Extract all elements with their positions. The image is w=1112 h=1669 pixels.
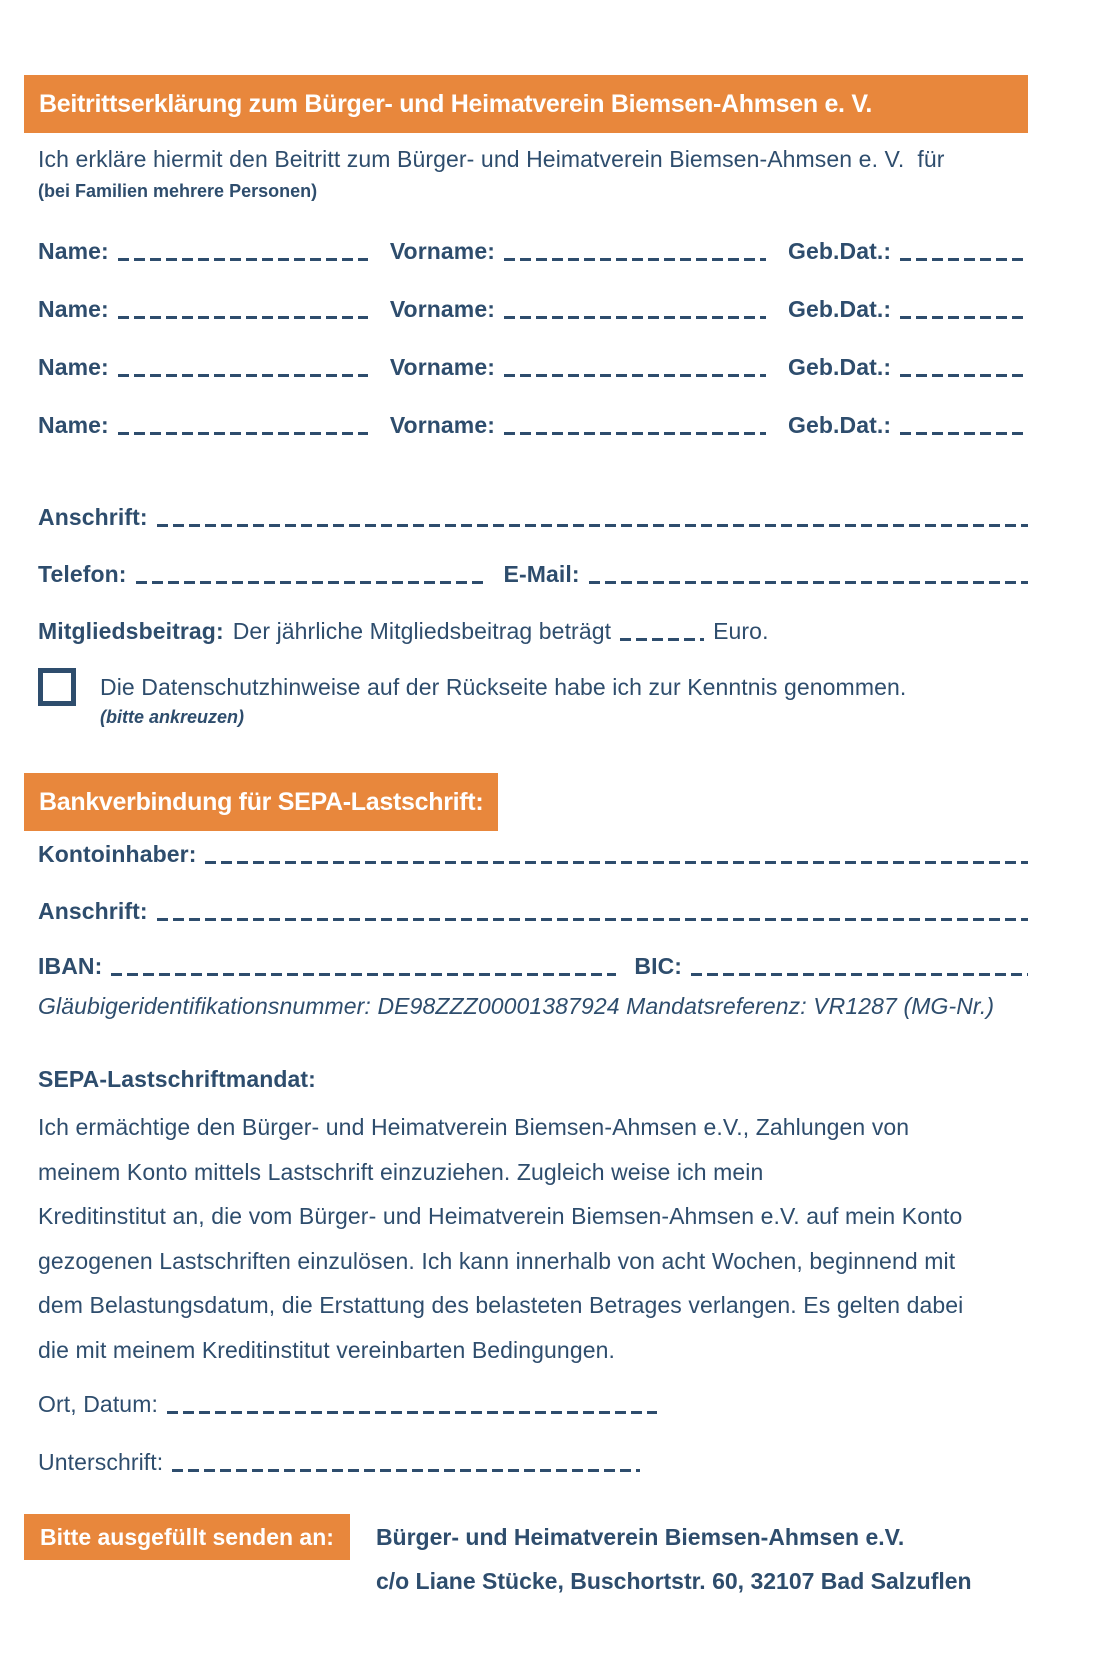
send-to-badge: Bitte ausgefüllt senden an: [24, 1514, 350, 1560]
vorname-label: Vorname: [389, 238, 495, 264]
member-row-1 [38, 238, 1028, 266]
intro-statement: Ich erkläre hiermit den Beitritt zum Bürger- und Heimatverein Biemsen-Ahmsen e. V. für [38, 146, 945, 172]
vorname-field-line[interactable] [504, 258, 766, 261]
form-title: Beitrittserklärung zum Bürger- und Heimatverein Biemsen-Ahmsen e. V. [39, 90, 873, 118]
mandate-line: gezogenen Lastschriften einzulösen. Ich kann innerhalb von acht Wochen, beginnend mit [38, 1247, 956, 1274]
gebdat-field-line[interactable] [900, 432, 1028, 435]
address-row [38, 504, 1028, 531]
creditor-id-value: DE98ZZZ00001387924 [377, 993, 620, 1019]
name-field-line[interactable] [118, 374, 368, 377]
iban-label: IBAN: [38, 953, 103, 979]
creditor-id-line [38, 993, 994, 1020]
bic-field-line[interactable] [691, 973, 1028, 976]
place-date-row [38, 1391, 1028, 1418]
name-label: Name: [38, 296, 109, 322]
anschrift-label: Anschrift: [38, 504, 148, 530]
mandate-ref-value: VR1287 (MG-Nr.) [813, 993, 995, 1019]
fee-text-before: Der jährliche Mitgliedsbeitrag beträgt [232, 618, 612, 644]
member-row-2 [38, 296, 1028, 324]
vorname-field-line[interactable] [504, 374, 766, 377]
kontoinhaber-field-line[interactable] [205, 861, 1028, 864]
fee-text-after: Euro. [713, 618, 769, 644]
intro-family-note: (bei Familien mehrere Personen) [38, 181, 318, 201]
account-holder-row [38, 841, 1028, 868]
mandate-ref-label: Mandatsreferenz: [626, 993, 807, 1019]
privacy-statement: Die Datenschutzhinweise auf der Rückseite habe ich zur Kenntnis genommen. [100, 674, 907, 700]
privacy-texts [100, 666, 906, 728]
bank-section-title: Bankverbindung für SEPA-Lastschrift: [39, 788, 484, 816]
vorname-field-line[interactable] [504, 432, 766, 435]
vorname-field-line[interactable] [504, 316, 766, 319]
mandate-line: Ich ermächtige den Bürger- und Heimatverein Biemsen-Ahmsen e.V., Zahlungen von [38, 1114, 910, 1140]
kontoinhaber-label: Kontoinhaber: [38, 841, 197, 867]
name-field-line[interactable] [118, 316, 368, 319]
gebdat-label: Geb.Dat.: [788, 412, 892, 438]
vorname-label: Vorname: [389, 354, 495, 380]
privacy-block [38, 666, 1028, 728]
bank-section-bar [24, 773, 498, 831]
mandate-line: dem Belastungsdatum, die Erstattung des belasteten Betrages verlangen. Es gelten dabei [38, 1292, 964, 1318]
form-title-bar [24, 75, 1028, 133]
bank-anschrift-field-line[interactable] [157, 918, 1028, 921]
bic-label: BIC: [634, 953, 683, 979]
name-field-line[interactable] [118, 432, 368, 435]
name-label: Name: [38, 412, 109, 438]
unterschrift-label: Unterschrift: [38, 1449, 164, 1475]
signature-row [38, 1449, 1028, 1476]
footer-send-block [24, 1514, 1088, 1603]
anschrift-field-line[interactable] [157, 524, 1028, 527]
iban-bic-row [38, 953, 1028, 980]
recipient-street: c/o Liane Stücke, Buschortstr. 60, 32107 Bad Salzuflen [375, 1568, 972, 1594]
name-label: Name: [38, 238, 109, 264]
gebdat-label: Geb.Dat.: [788, 296, 892, 322]
mandate-line: meinem Konto mittels Lastschrift einzuziehen. Zugleich weise ich mein [38, 1158, 764, 1185]
fee-row [38, 618, 1028, 645]
mandate-line: Kreditinstitut an, die vom Bürger- und Heimatverein Biemsen-Ahmsen e.V. auf mein Konto [38, 1203, 963, 1229]
member-row-4 [38, 412, 1028, 440]
bank-address-row [38, 898, 1028, 925]
iban-field-line[interactable] [111, 973, 616, 976]
mandate-paragraph [38, 1105, 1078, 1372]
telefon-label: Telefon: [38, 561, 127, 587]
name-label: Name: [38, 354, 109, 380]
gebdat-field-line[interactable] [900, 258, 1028, 261]
gebdat-field-line[interactable] [900, 316, 1028, 319]
gebdat-label: Geb.Dat.: [788, 238, 892, 264]
fee-amount-line[interactable] [620, 638, 704, 641]
bank-anschrift-label: Anschrift: [38, 898, 148, 924]
unterschrift-field-line[interactable] [172, 1469, 640, 1472]
email-field-line[interactable] [589, 581, 1028, 584]
ort-datum-label: Ort, Datum: [38, 1391, 158, 1417]
vorname-label: Vorname: [389, 412, 495, 438]
recipient-name: Bürger- und Heimatverein Biemsen-Ahmsen e.V. [375, 1524, 905, 1550]
name-field-line[interactable] [118, 258, 368, 261]
telefon-field-line[interactable] [136, 581, 486, 584]
member-row-3 [38, 354, 1028, 382]
email-label: E-Mail: [503, 561, 580, 587]
creditor-id-label: Gläubigeridentifikationsnummer: [38, 993, 371, 1019]
ort-datum-field-line[interactable] [167, 1411, 657, 1414]
recipient-address [376, 1514, 972, 1603]
mandate-title: SEPA-Lastschriftmandat: [38, 1066, 316, 1092]
phone-email-row [38, 561, 1028, 588]
member-rows [38, 238, 1028, 470]
vorname-label: Vorname: [389, 296, 495, 322]
gebdat-label: Geb.Dat.: [788, 354, 892, 380]
mandate-line: die mit meinem Kreditinstitut vereinbarten Bedingungen. [38, 1336, 615, 1363]
privacy-check-note: (bitte ankreuzen) [100, 707, 245, 727]
gebdat-field-line[interactable] [900, 374, 1028, 377]
fee-label: Mitgliedsbeitrag: [38, 618, 224, 644]
privacy-checkbox[interactable] [38, 668, 76, 706]
